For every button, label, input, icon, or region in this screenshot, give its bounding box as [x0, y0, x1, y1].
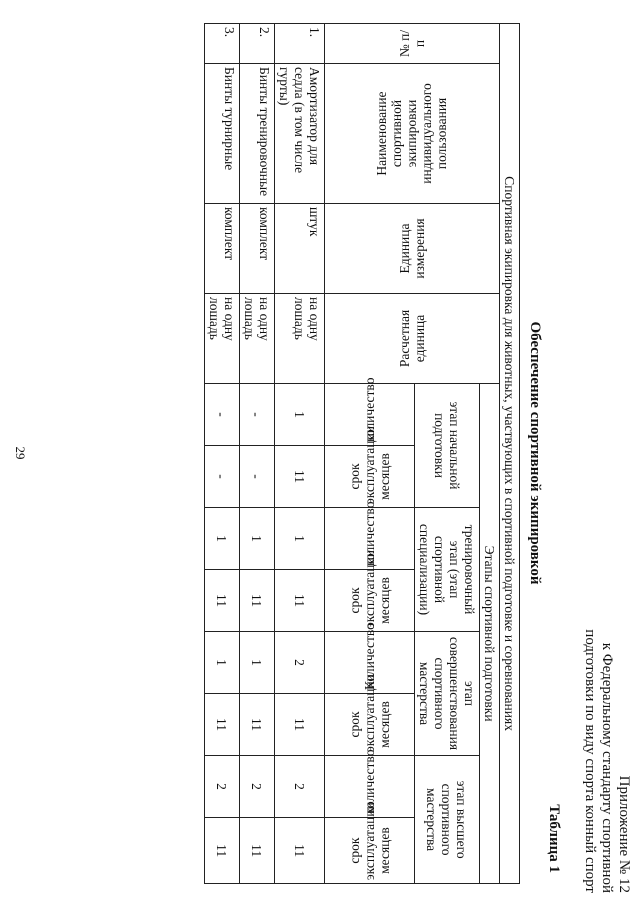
row-value: 11: [275, 446, 325, 508]
row-value: 2: [205, 756, 240, 818]
row-value: 1: [275, 508, 325, 570]
row-unit: комплект: [205, 204, 240, 294]
table-row: [275, 24, 325, 884]
subheader-term-text: срок эксплуатации месяцев: [347, 426, 392, 504]
row-name: Бинты турнирные: [205, 64, 240, 204]
subheader-term-text: срок эксплуатации месяцев: [347, 674, 392, 752]
header-unit: [325, 204, 500, 294]
subheader-term: [325, 674, 415, 756]
appendix-line: к Федеральному стандарту спортивной: [599, 642, 615, 893]
row-value: 2: [275, 756, 325, 818]
row-unit: комплект: [240, 204, 275, 294]
main-header-cell: Спортивная экипировка для животных, участвующих в спортивной подготовке и соревнованиях: [500, 24, 520, 884]
document-heading: Обеспечение спортивной экипировкой: [527, 321, 543, 585]
row-value: -: [240, 384, 275, 446]
row-value: 2: [240, 756, 275, 818]
row-value: -: [205, 446, 240, 508]
appendix-line: подготовки по виду спорта конный спорт: [582, 629, 598, 893]
header-num: [325, 24, 500, 64]
row-calc: на одну лошадь: [240, 294, 275, 384]
subheader-term: [325, 426, 415, 508]
subheader-quantity-text: количество: [362, 749, 377, 814]
header-name-text: Наименование спортивной экипировки индивидуального пользования: [374, 83, 450, 184]
row-value: 11: [205, 570, 240, 632]
appendix-header: [581, 629, 632, 893]
row-num: 2.: [240, 24, 275, 64]
stage-header: этап высшего спортивного мастерства: [415, 756, 480, 884]
header-calc: [325, 294, 500, 384]
row-value: -: [240, 446, 275, 508]
header-num-text: № п/п: [397, 29, 427, 58]
row-value: 1: [205, 508, 240, 570]
subheader-quantity-text: количество: [362, 501, 377, 566]
row-name: Амортизатор для седла (в том числе гурты): [275, 64, 325, 204]
subheader-term-text: срок эксплуатации месяцев: [347, 802, 392, 881]
equipment-table: [204, 23, 520, 884]
header-unit-text: Единица измерения: [397, 218, 427, 279]
table-row: [240, 24, 275, 884]
appendix-line: Приложение № 12: [616, 775, 632, 893]
row-value: 1: [240, 632, 275, 694]
rotated-page: [57, 3, 640, 903]
row-num: 3.: [205, 24, 240, 64]
subheader-quantity-text: Количество: [362, 623, 377, 690]
row-value: -: [205, 384, 240, 446]
row-value: 1: [275, 384, 325, 446]
table-label: Таблица 1: [546, 804, 562, 873]
row-calc: на одну лошадь: [275, 294, 325, 384]
row-name: Бинты тренировочные: [240, 64, 275, 204]
subheader-quantity-text: количество: [362, 377, 377, 442]
header-calc-text: Расчетная единица: [397, 309, 427, 368]
row-calc: на одну лошадь: [205, 294, 240, 384]
page-number: 29: [13, 446, 28, 460]
row-value: 2: [275, 632, 325, 694]
subheader-term: [325, 802, 415, 884]
row-value: 11: [275, 818, 325, 884]
header-name: [325, 64, 500, 204]
table-row: [205, 24, 240, 884]
stages-header: Этапы спортивной подготовки: [480, 384, 500, 884]
row-value: 1: [205, 632, 240, 694]
subheader-term-text: срок эксплуатации месяцев: [347, 550, 392, 628]
row-value: 11: [240, 818, 275, 884]
table-header-row: [480, 24, 500, 884]
stage-header: этап начальной подготовки: [415, 384, 480, 508]
row-num: 1.: [275, 24, 325, 64]
stage-header: тренировочный этап (этап спортивной специализации): [415, 508, 480, 632]
row-value: 11: [240, 570, 275, 632]
row-value: 11: [205, 818, 240, 884]
row-value: 11: [275, 694, 325, 756]
row-value: 11: [275, 570, 325, 632]
stage-header: этап совершенствования спортивного мастерства: [415, 632, 480, 756]
table-header-row: [500, 24, 520, 884]
row-value: 1: [240, 508, 275, 570]
row-value: 11: [205, 694, 240, 756]
row-value: 11: [240, 694, 275, 756]
row-unit: штук: [275, 204, 325, 294]
